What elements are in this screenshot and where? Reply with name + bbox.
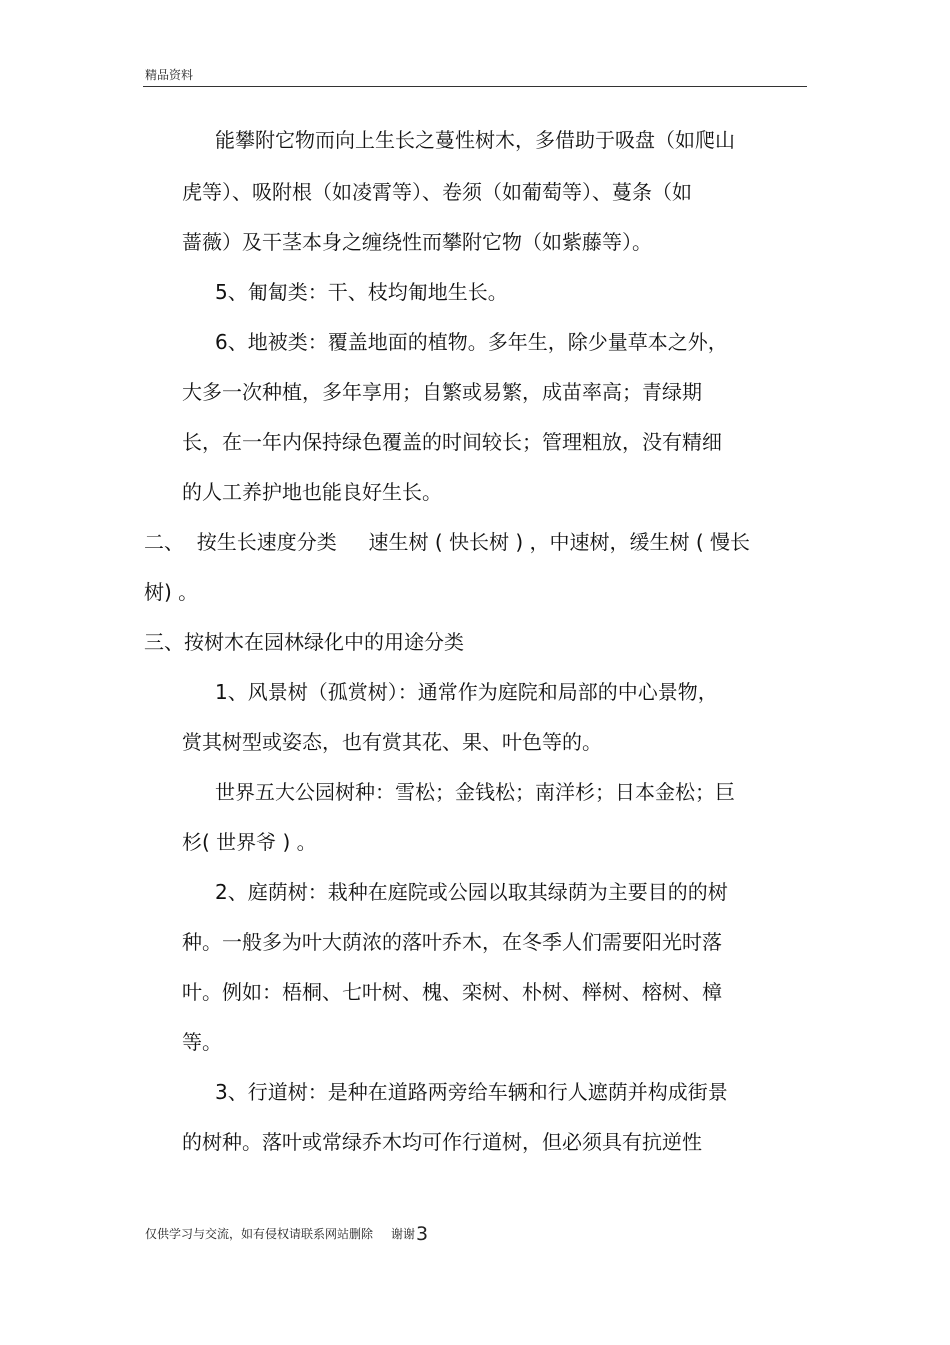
page-footer — [145, 1221, 428, 1243]
page-number: 3 — [416, 1223, 429, 1245]
body-line: 叶。例如：梧桐、七叶树、槐、栾树、朴树、榉树、榕树、樟 — [182, 980, 722, 1004]
body-line: 1、风景树（孤赏树）：通常作为庭院和局部的中心景物， — [215, 680, 718, 704]
header-divider — [143, 86, 807, 87]
body-line: 大多一次种植，多年享用；自繁或易繁，成苗率高；青绿期 — [182, 380, 702, 404]
body-line: 2、庭荫树：栽种在庭院或公园以取其绿荫为主要目的的树 — [215, 880, 728, 904]
page-header-title: 精品资料 — [145, 68, 194, 82]
body-line: 等。 — [182, 1030, 222, 1054]
body-line: 的树种。落叶或常绿乔木均可作行道树，但必须具有抗逆性 — [182, 1130, 702, 1154]
footer-notice: 仅供学习与交流，如有侵权请联系网站删除 — [145, 1227, 374, 1241]
section-heading: 三、按树木在园林绿化中的用途分类 — [144, 630, 464, 654]
footer-thanks: 谢谢 — [391, 1227, 416, 1241]
body-line: 蔷薇）及干茎本身之缠绕性而攀附它物（如紫藤等）。 — [182, 230, 652, 254]
body-line: 树) 。 — [144, 580, 199, 604]
body-line: 6、地被类：覆盖地面的植物。多年生，除少量草本之外， — [215, 330, 728, 354]
body-line: 的人工养护地也能良好生长。 — [182, 480, 442, 504]
body-line: 杉( 世界爷 ) 。 — [182, 830, 317, 854]
body-line: 长，在一年内保持绿色覆盖的时间较长；管理粗放，没有精细 — [182, 430, 722, 454]
body-line: 种。一般多为叶大荫浓的落叶乔木，在冬季人们需要阳光时落 — [182, 930, 722, 954]
body-line: 虎等）、吸附根（如凌霄等）、卷须（如葡萄等）、蔓条（如 — [182, 180, 692, 204]
body-line: 世界五大公园树种：雪松；金钱松；南洋杉；日本金松；巨 — [215, 780, 735, 804]
body-line: 赏其树型或姿态，也有赏其花、果、叶色等的。 — [182, 730, 602, 754]
body-line: 5、匍匐类：干、枝均匍地生长。 — [215, 280, 508, 304]
body-line: 能攀附它物而向上生长之蔓性树木，多借助于吸盘（如爬山 — [215, 128, 735, 152]
body-line: 二、 按生长速度分类 速生树 ( 快长树 ) ，中速树，缓生树 ( 慢长 — [144, 530, 751, 554]
body-line: 3、行道树：是种在道路两旁给车辆和行人遮荫并构成街景 — [215, 1080, 728, 1104]
